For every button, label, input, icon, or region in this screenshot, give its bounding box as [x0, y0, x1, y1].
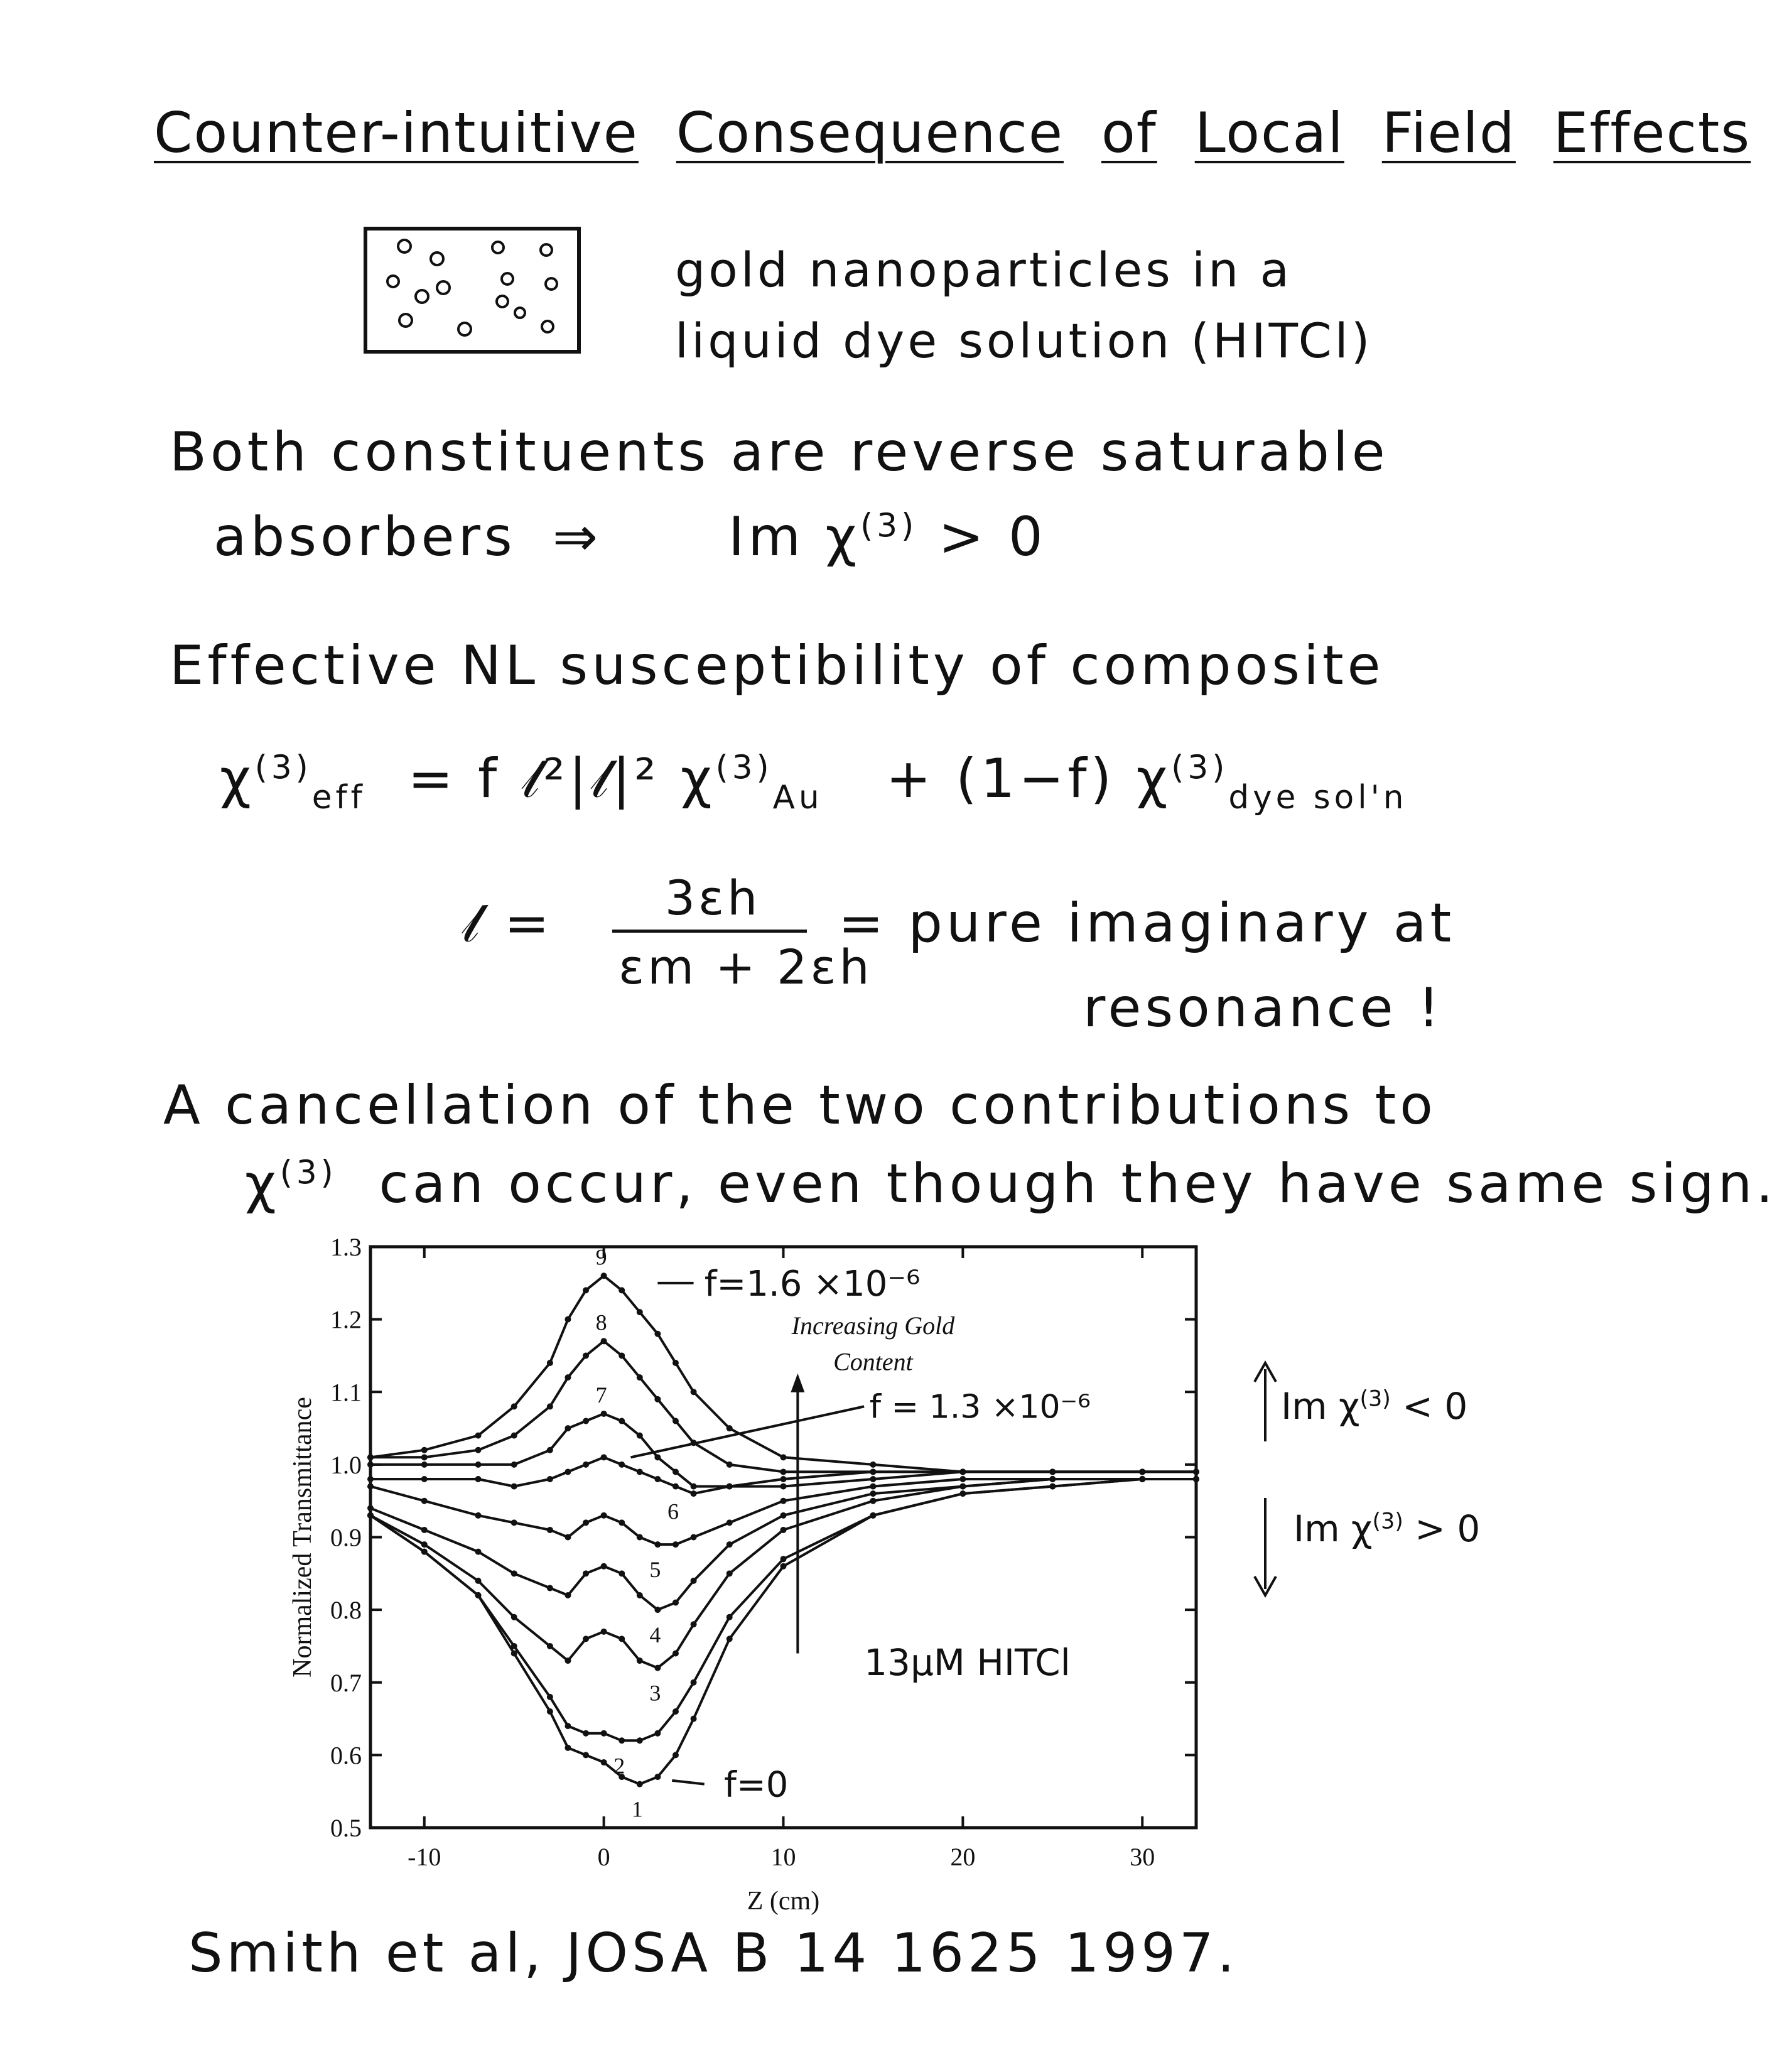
title-word: Field — [1381, 100, 1516, 165]
data-point — [475, 1462, 482, 1468]
data-point — [475, 1433, 482, 1439]
data-point — [547, 1585, 553, 1591]
data-point — [672, 1468, 679, 1475]
mid-curve-annotation: f = 1.3 ×10⁻⁶ — [869, 1388, 1091, 1426]
chi-order: (3) — [860, 507, 918, 545]
data-point — [583, 1287, 589, 1293]
y-tick-label: 1.3 — [330, 1233, 362, 1261]
data-point — [564, 1425, 571, 1431]
y-tick-label: 1.2 — [330, 1305, 362, 1334]
data-point — [672, 1541, 679, 1548]
data-point — [601, 1272, 607, 1279]
x-tick-label: -10 — [408, 1843, 441, 1871]
data-point — [583, 1635, 589, 1642]
data-point — [691, 1389, 697, 1395]
data-point — [691, 1621, 697, 1627]
y-tick-label: 0.5 — [330, 1814, 362, 1842]
data-point — [547, 1476, 553, 1482]
data-point — [672, 1360, 679, 1366]
title-word: Local — [1194, 100, 1344, 165]
content-label: Content — [833, 1347, 913, 1376]
data-point — [564, 1534, 571, 1541]
data-point — [654, 1454, 661, 1460]
data-point — [564, 1592, 571, 1598]
data-point — [421, 1447, 428, 1453]
data-point — [583, 1462, 589, 1468]
series-label: 4 — [649, 1622, 661, 1648]
data-point — [654, 1331, 661, 1337]
data-point — [726, 1614, 733, 1620]
data-point — [564, 1316, 571, 1323]
data-point — [672, 1752, 679, 1758]
data-point — [959, 1490, 966, 1497]
data-point — [637, 1433, 643, 1439]
data-point — [421, 1549, 428, 1555]
data-point — [672, 1651, 679, 1657]
data-point — [547, 1527, 553, 1533]
data-point — [870, 1468, 876, 1475]
ell-rhs-2: resonance ! — [1083, 977, 1444, 1039]
data-point — [511, 1483, 517, 1490]
data-point — [547, 1447, 553, 1453]
ell-lhs: 𝓁 = — [462, 892, 553, 955]
data-point — [1193, 1476, 1199, 1482]
data-point — [1049, 1483, 1056, 1490]
data-point — [601, 1512, 607, 1519]
data-point — [637, 1592, 643, 1598]
data-point — [601, 1759, 607, 1766]
y-tick-label: 0.7 — [330, 1668, 362, 1697]
data-point — [691, 1679, 697, 1686]
cancel-text: can occur, even though they have same sign. — [379, 1153, 1777, 1215]
data-point — [780, 1563, 787, 1570]
series-label: 7 — [595, 1382, 607, 1408]
series-label: 5 — [649, 1557, 661, 1583]
im-chi: Im χ — [1294, 1507, 1373, 1550]
ell-numerator: 3εh — [664, 870, 761, 926]
title-word: of — [1101, 100, 1157, 165]
cancel-line-1: A cancellation of the two contributions to — [163, 1074, 1437, 1137]
data-point — [475, 1476, 482, 1482]
data-point — [780, 1476, 787, 1482]
data-point — [1049, 1468, 1056, 1475]
data-point — [618, 1737, 625, 1744]
data-point — [1139, 1476, 1145, 1482]
chart-annotations — [631, 1264, 1276, 1806]
data-point — [618, 1352, 625, 1359]
data-point — [475, 1447, 482, 1453]
data-point — [1049, 1476, 1056, 1482]
data-point — [726, 1462, 733, 1468]
data-point — [511, 1570, 517, 1576]
inequality: < 0 — [1402, 1385, 1468, 1428]
y-tick-label: 1.1 — [330, 1378, 362, 1407]
data-point — [780, 1498, 787, 1504]
subscript: Au — [772, 779, 823, 817]
data-point — [564, 1723, 571, 1729]
x-tick-label: 30 — [1130, 1843, 1155, 1871]
data-point — [870, 1490, 876, 1497]
data-point — [564, 1745, 571, 1751]
data-point — [637, 1657, 643, 1664]
data-point — [547, 1708, 553, 1715]
increasing-arrow-head — [791, 1374, 804, 1392]
citation: Smith et al, JOSA B 14 1625 1997. — [188, 1922, 1238, 1985]
data-point — [654, 1607, 661, 1613]
intro-line-1: gold nanoparticles in a — [675, 242, 1293, 298]
data-point — [672, 1600, 679, 1606]
data-point — [367, 1483, 374, 1490]
effective-heading: Effective NL susceptibility of composite — [170, 634, 1385, 697]
data-point — [959, 1476, 966, 1482]
series-label: 1 — [631, 1796, 643, 1822]
data-point — [672, 1418, 679, 1424]
data-point — [691, 1534, 697, 1541]
data-point — [475, 1578, 482, 1584]
chi-order: (3) — [254, 749, 312, 787]
data-point — [780, 1454, 787, 1460]
increasing-gold-label: Increasing Gold — [791, 1311, 955, 1340]
data-point — [637, 1309, 643, 1315]
data-point — [654, 1476, 661, 1482]
data-point — [601, 1629, 607, 1635]
data-point — [475, 1592, 482, 1598]
ell-rhs-1: = pure imaginary at — [838, 892, 1456, 955]
data-point — [421, 1454, 428, 1460]
x-axis-label: Z (cm) — [747, 1887, 820, 1916]
data-point — [601, 1563, 607, 1570]
bottom-curve-annotation: f=0 — [724, 1764, 789, 1806]
y-tick-label: 0.8 — [330, 1596, 362, 1625]
data-point — [547, 1643, 553, 1649]
subscript: dye sol'n — [1228, 779, 1408, 817]
chi-order: (3) — [715, 749, 773, 787]
im-chi: Im χ — [1281, 1385, 1360, 1428]
mid-curve-pointer — [631, 1406, 865, 1457]
data-point — [726, 1425, 733, 1431]
data-point — [367, 1454, 374, 1460]
data-point — [654, 1665, 661, 1671]
series-label: 3 — [649, 1680, 661, 1706]
data-point — [583, 1519, 589, 1526]
data-point — [870, 1476, 876, 1482]
data-point — [367, 1476, 374, 1482]
annotation-dash — [672, 1781, 704, 1784]
x-tick-label: 20 — [950, 1843, 976, 1871]
series-line-3 — [370, 1479, 1196, 1668]
data-point — [780, 1556, 787, 1562]
data-point — [367, 1512, 374, 1519]
dye-term: + (1−f) χ — [885, 747, 1172, 810]
data-point — [637, 1374, 643, 1380]
data-point — [511, 1643, 517, 1649]
data-point — [618, 1570, 625, 1576]
ell-denominator: εm + 2εh — [618, 939, 873, 995]
chi-symbol: χ — [220, 747, 255, 810]
series-label: 8 — [595, 1310, 607, 1335]
data-point — [637, 1737, 643, 1744]
data-point — [959, 1483, 966, 1490]
data-point — [601, 1411, 607, 1417]
data-point — [654, 1730, 661, 1737]
data-point — [475, 1512, 482, 1519]
data-point — [672, 1483, 679, 1490]
data-point — [564, 1468, 571, 1475]
data-point — [870, 1462, 876, 1468]
chi-order: (3) — [1372, 1509, 1403, 1534]
data-point — [618, 1519, 625, 1526]
inequality: > 0 — [1415, 1507, 1481, 1550]
data-point — [421, 1462, 428, 1468]
chi-order: (3) — [279, 1154, 337, 1192]
data-point — [618, 1462, 625, 1468]
series-label: 9 — [595, 1244, 607, 1270]
title-word: Counter-intuitive — [154, 100, 639, 165]
data-point — [547, 1403, 553, 1409]
data-point — [726, 1635, 733, 1642]
x-tick-label: 10 — [770, 1843, 796, 1871]
implies-arrow: ⇒ — [553, 506, 602, 568]
side-note-up — [1281, 1385, 1467, 1428]
data-point — [367, 1462, 374, 1468]
data-point — [726, 1519, 733, 1526]
data-point — [583, 1752, 589, 1758]
side-note-down — [1294, 1507, 1480, 1550]
data-point — [1139, 1468, 1145, 1475]
x-tick-label: 0 — [597, 1843, 610, 1871]
series-label: 6 — [667, 1499, 679, 1524]
data-point — [601, 1730, 607, 1737]
data-point — [870, 1483, 876, 1490]
data-point — [691, 1578, 697, 1584]
data-point — [637, 1468, 643, 1475]
data-point — [511, 1519, 517, 1526]
data-point — [511, 1614, 517, 1620]
title-word: Effects — [1553, 100, 1751, 165]
data-point — [511, 1433, 517, 1439]
gold-term: = f 𝓁²|𝓁|² χ — [408, 747, 716, 810]
data-point — [726, 1541, 733, 1548]
rsa-line-2: absorbers — [213, 506, 516, 568]
series-line-1 — [370, 1479, 1196, 1784]
data-point — [726, 1570, 733, 1576]
data-point — [421, 1541, 428, 1548]
y-axis-label: Normalized Transmittance — [288, 1397, 317, 1678]
data-point — [511, 1462, 517, 1468]
data-point — [421, 1476, 428, 1482]
data-point — [583, 1352, 589, 1359]
data-point — [654, 1774, 661, 1780]
chi-order: (3) — [1171, 749, 1229, 787]
chart-series — [367, 1244, 1199, 1821]
data-point — [654, 1541, 661, 1548]
data-point — [367, 1505, 374, 1511]
data-point — [421, 1498, 428, 1504]
data-point — [618, 1418, 625, 1424]
im-chi: Im χ — [728, 506, 861, 568]
data-point — [547, 1360, 553, 1366]
data-point — [564, 1657, 571, 1664]
data-point — [547, 1694, 553, 1700]
data-point — [421, 1527, 428, 1533]
data-point — [780, 1483, 787, 1490]
data-point — [511, 1403, 517, 1409]
data-point — [691, 1716, 697, 1722]
data-point — [583, 1730, 589, 1737]
data-point — [691, 1483, 697, 1490]
data-point — [601, 1338, 607, 1344]
data-point — [870, 1512, 876, 1519]
data-point — [637, 1781, 643, 1787]
y-tick-label: 1.0 — [330, 1450, 362, 1479]
data-point — [618, 1635, 625, 1642]
subscript: eff — [311, 779, 366, 817]
chart-axes — [288, 1233, 1196, 1916]
intro-line-2: liquid dye solution (HITCl) — [675, 313, 1373, 369]
data-point — [959, 1468, 966, 1475]
data-point — [780, 1527, 787, 1533]
data-point — [475, 1549, 482, 1555]
data-point — [564, 1374, 571, 1380]
data-point — [672, 1708, 679, 1715]
plot-frame — [370, 1247, 1196, 1828]
top-curve-annotation: f=1.6 ×10⁻⁶ — [704, 1263, 921, 1304]
chi-symbol: χ — [245, 1153, 280, 1215]
inequality: > 0 — [938, 506, 1047, 568]
data-point — [654, 1396, 661, 1402]
data-point — [618, 1287, 625, 1293]
data-point — [780, 1512, 787, 1519]
data-point — [726, 1483, 733, 1490]
dye-concentration-label: 13μM HITCl — [864, 1641, 1071, 1684]
data-point — [601, 1454, 607, 1460]
title-word: Consequence — [676, 100, 1064, 165]
y-tick-label: 0.9 — [330, 1523, 362, 1552]
data-point — [583, 1570, 589, 1576]
series-label: 2 — [613, 1753, 625, 1779]
data-point — [870, 1498, 876, 1504]
data-point — [691, 1490, 697, 1497]
data-point — [583, 1418, 589, 1424]
data-point — [637, 1534, 643, 1541]
data-point — [1193, 1468, 1199, 1475]
data-point — [780, 1468, 787, 1475]
chi-order: (3) — [1359, 1386, 1391, 1412]
y-tick-label: 0.6 — [330, 1741, 362, 1770]
rsa-line-1: Both constituents are reverse saturable — [170, 421, 1389, 484]
